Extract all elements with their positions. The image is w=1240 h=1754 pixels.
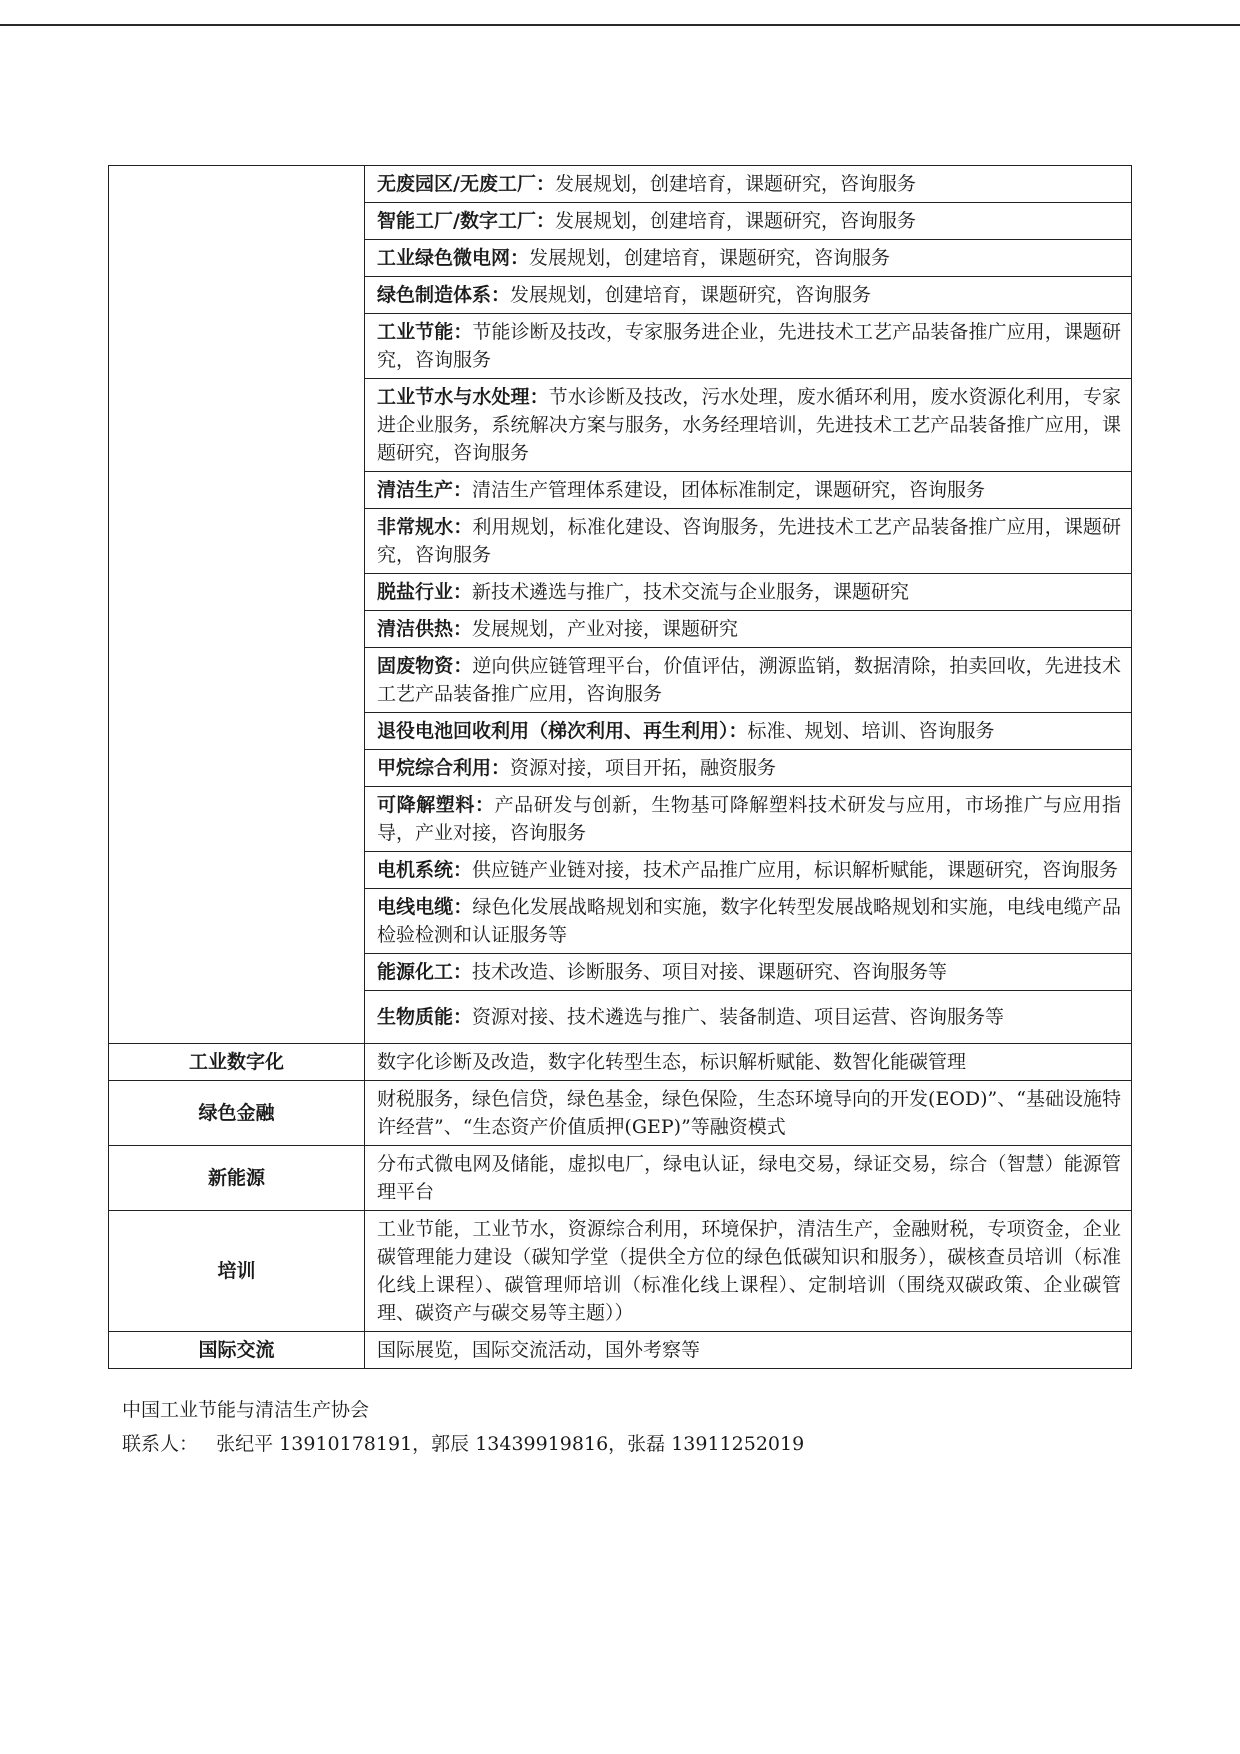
service-item-label: 可降解塑料： (377, 794, 495, 816)
service-item-text: 发展规划，创建培育，课题研究，咨询服务 (510, 284, 872, 306)
service-item (365, 203, 1132, 240)
service-item-label: 固废物资： (377, 655, 473, 677)
service-item (365, 852, 1132, 889)
table-row (109, 1332, 1132, 1369)
service-item-label: 能源化工： (377, 961, 473, 983)
category-description: 分布式微电网及储能，虚拟电厂，绿电认证，绿电交易，绿证交易，综合（智慧）能源管理平台 (365, 1146, 1132, 1211)
service-item (365, 472, 1132, 509)
category-cell-empty (109, 166, 365, 1044)
category-cell: 工业数字化 (109, 1044, 365, 1081)
table-row (109, 166, 1132, 203)
service-item-label: 清洁供热： (377, 618, 473, 640)
service-item (365, 277, 1132, 314)
service-item-label: 绿色制造体系： (377, 284, 511, 306)
service-item (365, 750, 1132, 787)
contact-line (122, 1430, 804, 1458)
category-description: 工业节能，工业节水，资源综合利用，环境保护，清洁生产，金融财税，专项资金，企业碳管理能力建设（碳知学堂（提供全方位的绿色低碳知识和服务），碳核查员培训（标准化线上课程）、碳管理师培训（标准化线上课程）、定制培训（围绕双碳政策、企业碳管理、碳资产与碳交易等主题）） (365, 1211, 1132, 1332)
category-cell: 培训 (109, 1211, 365, 1332)
service-item (365, 954, 1132, 991)
service-item-label: 无废园区/无废工厂： (377, 173, 555, 195)
organization-name: 中国工业节能与清洁生产协会 (122, 1399, 370, 1421)
service-item-label: 脱盐行业： (377, 581, 473, 603)
service-item-text: 技术改造、诊断服务、项目对接、课题研究、咨询服务等 (472, 961, 948, 983)
category-description: 国际展览，国际交流活动，国外考察等 (365, 1332, 1132, 1369)
table-row (109, 1044, 1132, 1081)
top-border-line (0, 24, 1240, 26)
service-item-label: 智能工厂/数字工厂： (377, 210, 555, 232)
service-item-text: 发展规划，创建培育，课题研究，咨询服务 (554, 173, 916, 195)
service-item (365, 991, 1132, 1044)
service-item (365, 889, 1132, 954)
service-item-text: 节能诊断及技改，专家服务进企业，先进技术工艺产品装备推广应用，课题研究，咨询服务 (377, 321, 1121, 371)
table-row (109, 1081, 1132, 1146)
service-item (365, 509, 1132, 574)
service-item (365, 240, 1132, 277)
service-item-label: 非常规水： (377, 516, 473, 538)
service-item (365, 166, 1132, 203)
service-item-text: 逆向供应链管理平台，价值评估，溯源监销，数据清除，拍卖回收，先进技术工艺产品装备推广应用，咨询服务 (377, 655, 1121, 705)
category-cell: 国际交流 (109, 1332, 365, 1369)
service-item-text: 利用规划，标准化建设、咨询服务，先进技术工艺产品装备推广应用，课题研究，咨询服务 (377, 516, 1121, 566)
service-item-label: 清洁生产： (377, 479, 473, 501)
service-item-text: 资源对接、技术遴选与推广、装备制造、项目运营、咨询服务等 (472, 1006, 1005, 1028)
service-item-text: 标准、规划、培训、咨询服务 (747, 720, 995, 742)
service-item (365, 379, 1132, 472)
service-item-text: 节水诊断及技改，污水处理，废水循环利用，废水资源化利用，专家进企业服务，系统解决方案与服务，水务经理培训，先进技术工艺产品装备推广应用，课题研究，咨询服务 (377, 386, 1121, 464)
category-cell: 新能源 (109, 1146, 365, 1211)
category-cell: 绿色金融 (109, 1081, 365, 1146)
category-description: 数字化诊断及改造，数字化转型生态，标识解析赋能、数智化能碳管理 (365, 1044, 1132, 1081)
service-item-label: 电线电缆： (377, 896, 473, 918)
service-item-label: 工业绿色微电网： (377, 247, 530, 269)
service-item-text: 资源对接，项目开拓，融资服务 (510, 757, 777, 779)
service-item-text: 发展规划，产业对接，课题研究 (472, 618, 739, 640)
service-item-text: 新技术遴选与推广，技术交流与企业服务，课题研究 (472, 581, 910, 603)
service-item-text: 发展规划，创建培育，课题研究，咨询服务 (529, 247, 891, 269)
services-table (108, 165, 1132, 1369)
service-item (365, 611, 1132, 648)
service-item (365, 787, 1132, 852)
service-item (365, 713, 1132, 750)
service-item-text: 供应链产业链对接，技术产品推广应用，标识解析赋能，课题研究，咨询服务 (472, 859, 1119, 881)
table-row (109, 1146, 1132, 1211)
contact-list: 张纪平 13910178191，郭辰 13439919816，张磊 13911252019 (216, 1433, 805, 1455)
service-item-label: 电机系统： (377, 859, 473, 881)
service-item-text: 产品研发与创新，生物基可降解塑料技术研发与应用，市场推广与应用指导，产业对接，咨询服务 (377, 794, 1121, 844)
service-item-text: 清洁生产管理体系建设，团体标准制定，课题研究，咨询服务 (472, 479, 986, 501)
service-item-label: 生物质能： (377, 1006, 473, 1028)
service-item-label: 工业节水与水处理： (377, 386, 549, 408)
contact-label: 联系人： (122, 1433, 199, 1455)
service-item (365, 574, 1132, 611)
service-item-label: 甲烷综合利用： (377, 757, 511, 779)
service-item-text: 绿色化发展战略规划和实施，数字化转型发展战略规划和实施，电线电缆产品检验检测和认证服务等 (377, 896, 1121, 946)
service-item (365, 648, 1132, 713)
category-description: 财税服务，绿色信贷，绿色基金，绿色保险，生态环境导向的开发(EOD)”、“基础设施特许经营”、“生态资产价值质押(GEP)”等融资模式 (365, 1081, 1132, 1146)
table-row (109, 1211, 1132, 1332)
service-item-label: 退役电池回收利用（梯次利用、再生利用）： (377, 720, 748, 742)
service-item-label: 工业节能： (377, 321, 473, 343)
service-item-text: 发展规划，创建培育，课题研究，咨询服务 (554, 210, 916, 232)
service-item (365, 314, 1132, 379)
